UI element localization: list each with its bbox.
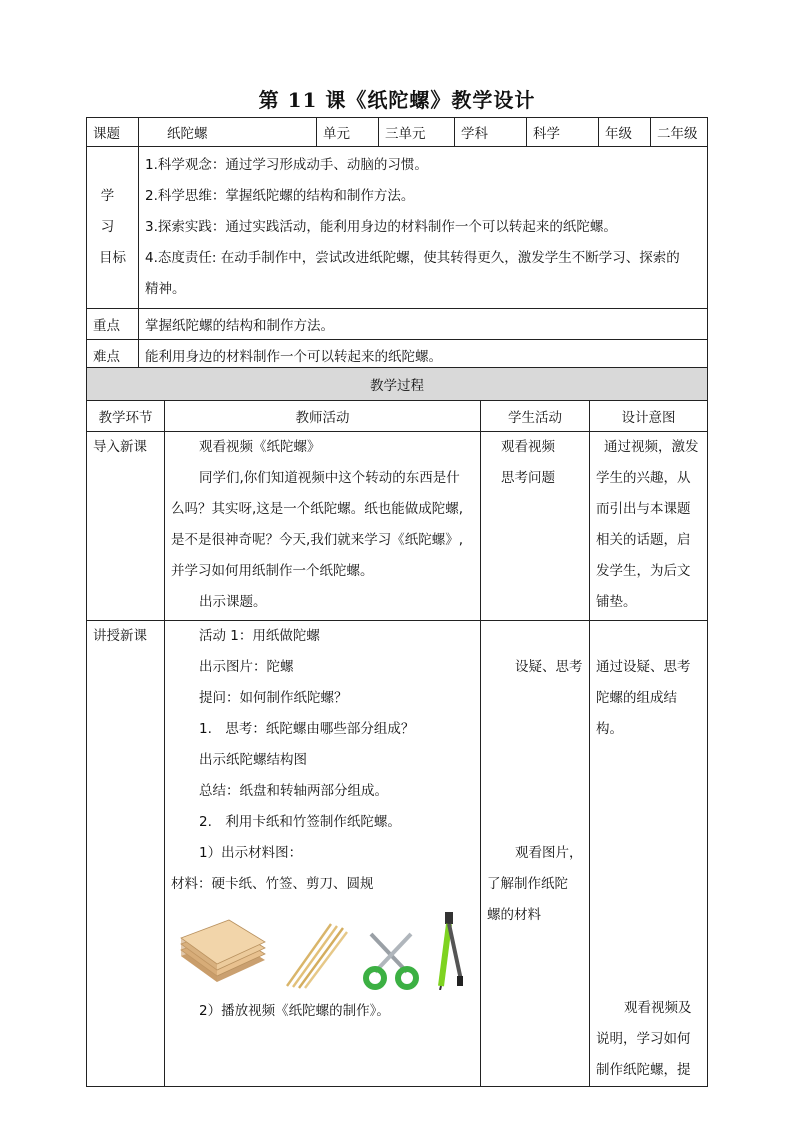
process-section-title: 教学过程 xyxy=(87,368,708,401)
difficulty-row xyxy=(87,340,708,371)
lecture-teacher-activity: 活动 1：用纸做陀螺 出示图片：陀螺 提问：如何制作纸陀螺？ 1. 思考：纸陀螺由哪些部分组成？ 出示纸陀螺结构图 总结：纸盘和转轴两部分组成。 2. 利用卡纸和竹签制作纸陀螺。 1）出示材料图： 材料：硬卡纸、竹签、剪刀、圆规 2）播放视频《纸陀螺的制作》。 xyxy=(165,621,481,1087)
intro-teacher-activity: 观看视频《纸陀螺》 同学们,你们知道视频中这个转动的东西是什 么吗？其实呀,这是一个纸陀螺。纸也能做成陀螺, 是不是很神奇呢？今天,我们就来学习《纸陀螺》, 并学习如何用纸制作一个纸陀螺。 出示课题。 xyxy=(165,432,481,621)
key-label: 重点 xyxy=(87,309,139,340)
course-value: 纸陀螺 xyxy=(139,118,317,147)
unit-label: 单元 xyxy=(317,118,379,147)
info-table xyxy=(86,117,708,371)
grade-value: 二年级 xyxy=(651,118,708,147)
intro-design-intent: 通过视频，激发 学生的兴趣，从 而引出与本课题 相关的话题，启 发学生，为后文 铺垫。 xyxy=(590,432,708,621)
info-row xyxy=(87,118,708,147)
page-title: 第 11 课《纸陀螺》教学设计 xyxy=(258,88,536,112)
materials-images xyxy=(177,912,474,990)
scissors-icon xyxy=(363,928,419,990)
lecture-student-activity: 设疑、思考 观看图片， 了解制作纸陀 螺的材料 xyxy=(481,621,590,1087)
course-label: 课题 xyxy=(87,118,139,147)
lecture-row xyxy=(87,621,708,1087)
difficulty-label: 难点 xyxy=(87,340,139,371)
intro-student-activity: 观看视频 思考问题 xyxy=(481,432,590,621)
goal-item: 精神。 xyxy=(145,281,186,297)
goal-item: 2.科学思维：掌握纸陀螺的结构和制作方法。 xyxy=(145,188,415,204)
intro-stage: 导入新课 xyxy=(87,432,165,621)
column-header: 设计意图 xyxy=(590,401,708,432)
compass-icon xyxy=(433,910,469,990)
column-header: 学生活动 xyxy=(481,401,590,432)
key-value: 掌握纸陀螺的结构和制作方法。 xyxy=(139,309,708,340)
goal-item: 3.探索实践：通过实践活动，能利用身边的材料制作一个可以转起来的纸陀螺。 xyxy=(145,219,617,235)
lecture-stage: 讲授新课 xyxy=(87,621,165,1087)
unit-value: 三单元 xyxy=(379,118,455,147)
subject-label: 学科 xyxy=(455,118,527,147)
subject-value: 科学 xyxy=(527,118,599,147)
goals-content xyxy=(139,147,708,309)
key-row xyxy=(87,309,708,340)
lecture-design-intent: 通过设疑、思考 陀螺的组成结构。 观看视频及 说明，学习如何 制作纸陀螺，提 xyxy=(590,621,708,1087)
bamboo-sticks-icon xyxy=(283,920,349,990)
column-header: 教学环节 xyxy=(87,401,165,432)
goals-row xyxy=(87,147,708,309)
intro-row xyxy=(87,432,708,621)
process-column-headers xyxy=(87,401,708,432)
grade-label: 年级 xyxy=(599,118,651,147)
goal-item: 1.科学观念：通过学习形成动手、动脑的习惯。 xyxy=(145,157,428,173)
goals-label: 学 习 目标 xyxy=(87,147,139,309)
difficulty-value: 能利用身边的材料制作一个可以转起来的纸陀螺。 xyxy=(139,340,708,371)
cardboard-stack-icon xyxy=(177,918,269,990)
goal-item: 4.态度责任: 在动手制作中，尝试改进纸陀螺，使其转得更久，激发学生不断学习、探索的 xyxy=(145,250,680,266)
column-header: 教师活动 xyxy=(165,401,481,432)
process-table xyxy=(86,367,708,1087)
